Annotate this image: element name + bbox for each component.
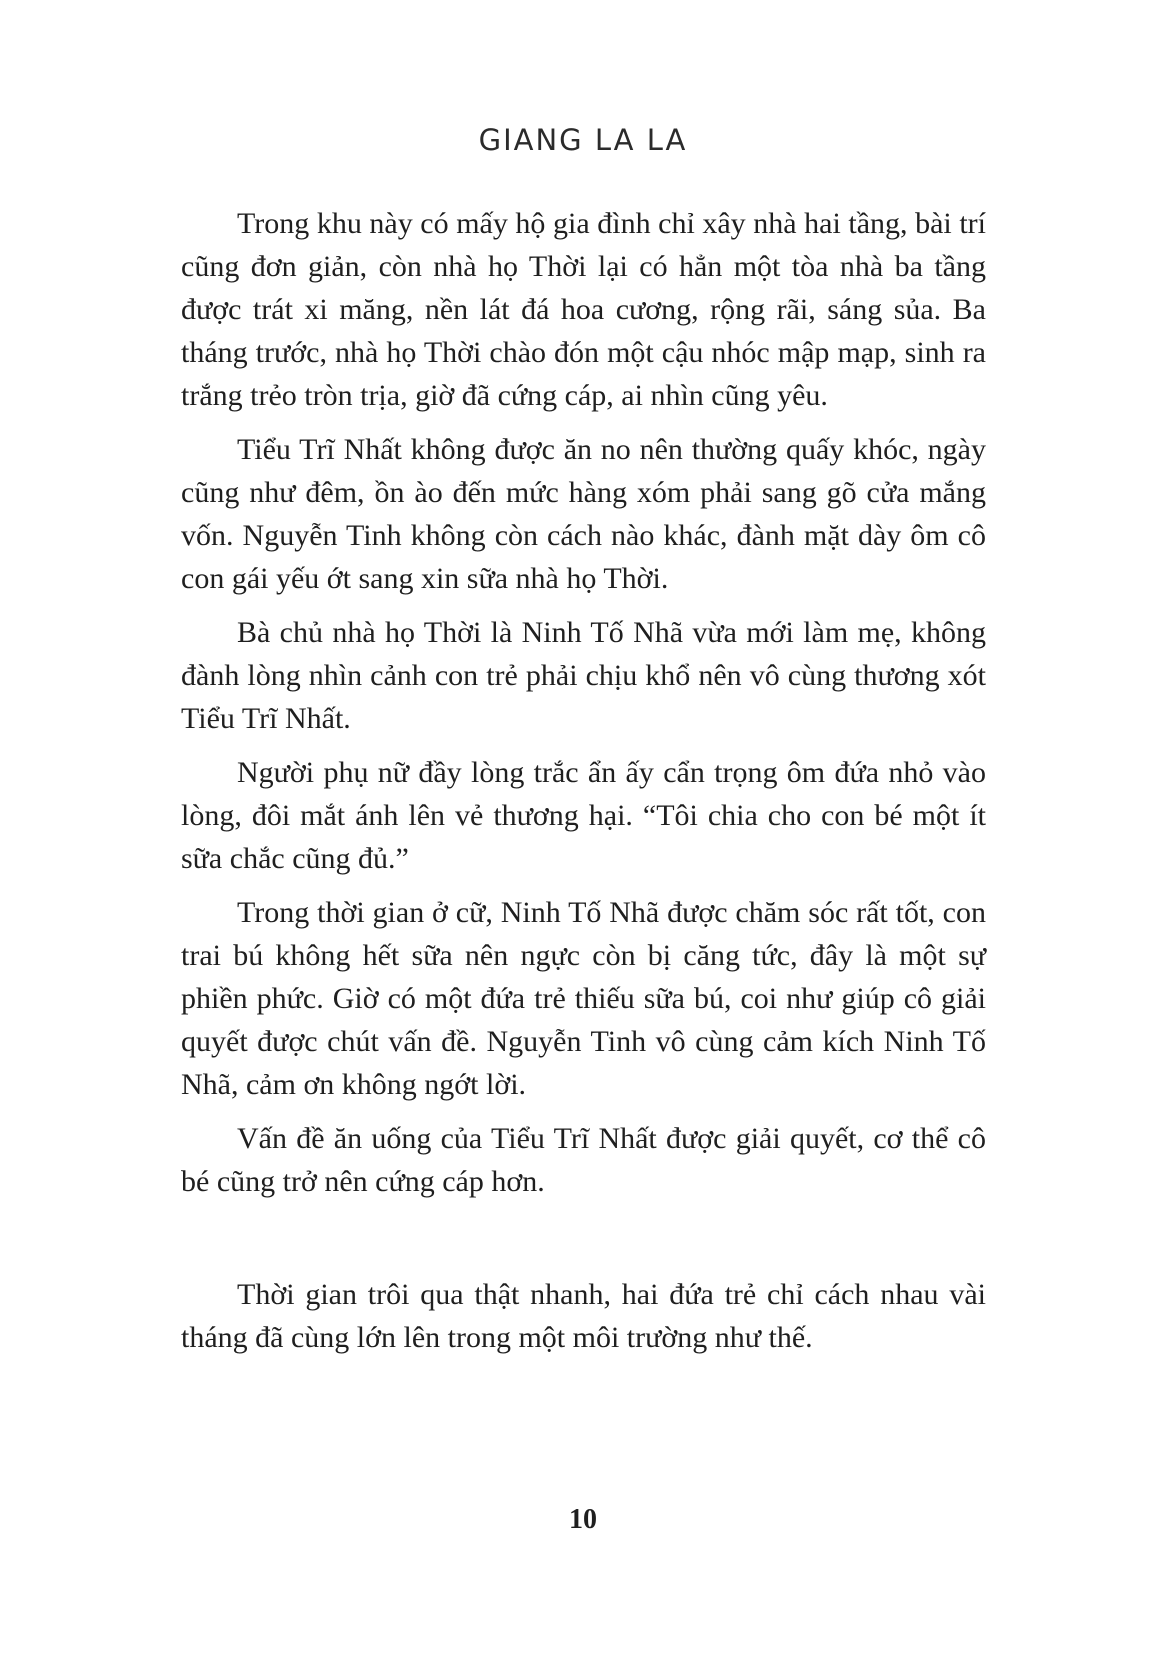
running-header: GIANG LA LA bbox=[478, 123, 688, 157]
paragraph: Tiểu Trĩ Nhất không được ăn no nên thường quấy khóc, ngày cũng như đêm, ồn ào đến mức hàng xóm phải sang gõ cửa mắng vốn. Nguyễn Tinh không còn cách nào khác, đành mặt dày ôm cô con gái yếu ớt sang xin sữa nhà họ Thời. bbox=[181, 433, 986, 595]
paragraph: Trong thời gian ở cữ, Ninh Tố Nhã được chăm sóc rất tốt, con trai bú không hết sữa nên ngực còn bị căng tức, đây là một sự phiền phức. Giờ có một đứa trẻ thiếu sữa bú, coi như giúp cô giải quyết được chút vấn đề. Nguyễn Tinh vô cùng cảm kích Ninh Tố Nhã, cảm ơn không ngớt lời. bbox=[181, 896, 986, 1101]
page-number: 10 bbox=[569, 1504, 597, 1535]
paragraph: Trong khu này có mấy hộ gia đình chỉ xây nhà hai tầng, bài trí cũng đơn giản, còn nhà họ Thời lại có hẳn một tòa nhà ba tầng được trát xi măng, nền lát đá hoa cương, rộng rãi, sáng sủa. Ba tháng trước, nhà họ Thời chào đón một cậu nhóc mập mạp, sinh ra trắng trẻo tròn trịa, giờ đã cứng cáp, ai nhìn cũng yêu. bbox=[181, 207, 986, 412]
body-text bbox=[181, 202, 986, 1370]
paragraph: Người phụ nữ đầy lòng trắc ẩn ấy cẩn trọng ôm đứa nhỏ vào lòng, đôi mắt ánh lên vẻ thương hại. “Tôi chia cho con bé một ít sữa chắc cũng đủ.” bbox=[181, 756, 986, 875]
paragraph: Vấn đề ăn uống của Tiểu Trĩ Nhất được giải quyết, cơ thể cô bé cũng trở nên cứng cáp hơn. bbox=[181, 1122, 986, 1198]
paragraph: Bà chủ nhà họ Thời là Ninh Tố Nhã vừa mới làm mẹ, không đành lòng nhìn cảnh con trẻ phải chịu khổ nên vô cùng thương xót Tiểu Trĩ Nhất. bbox=[181, 616, 986, 735]
paragraph: Thời gian trôi qua thật nhanh, hai đứa trẻ chỉ cách nhau vài tháng đã cùng lớn lên trong một môi trường như thế. bbox=[181, 1278, 986, 1354]
